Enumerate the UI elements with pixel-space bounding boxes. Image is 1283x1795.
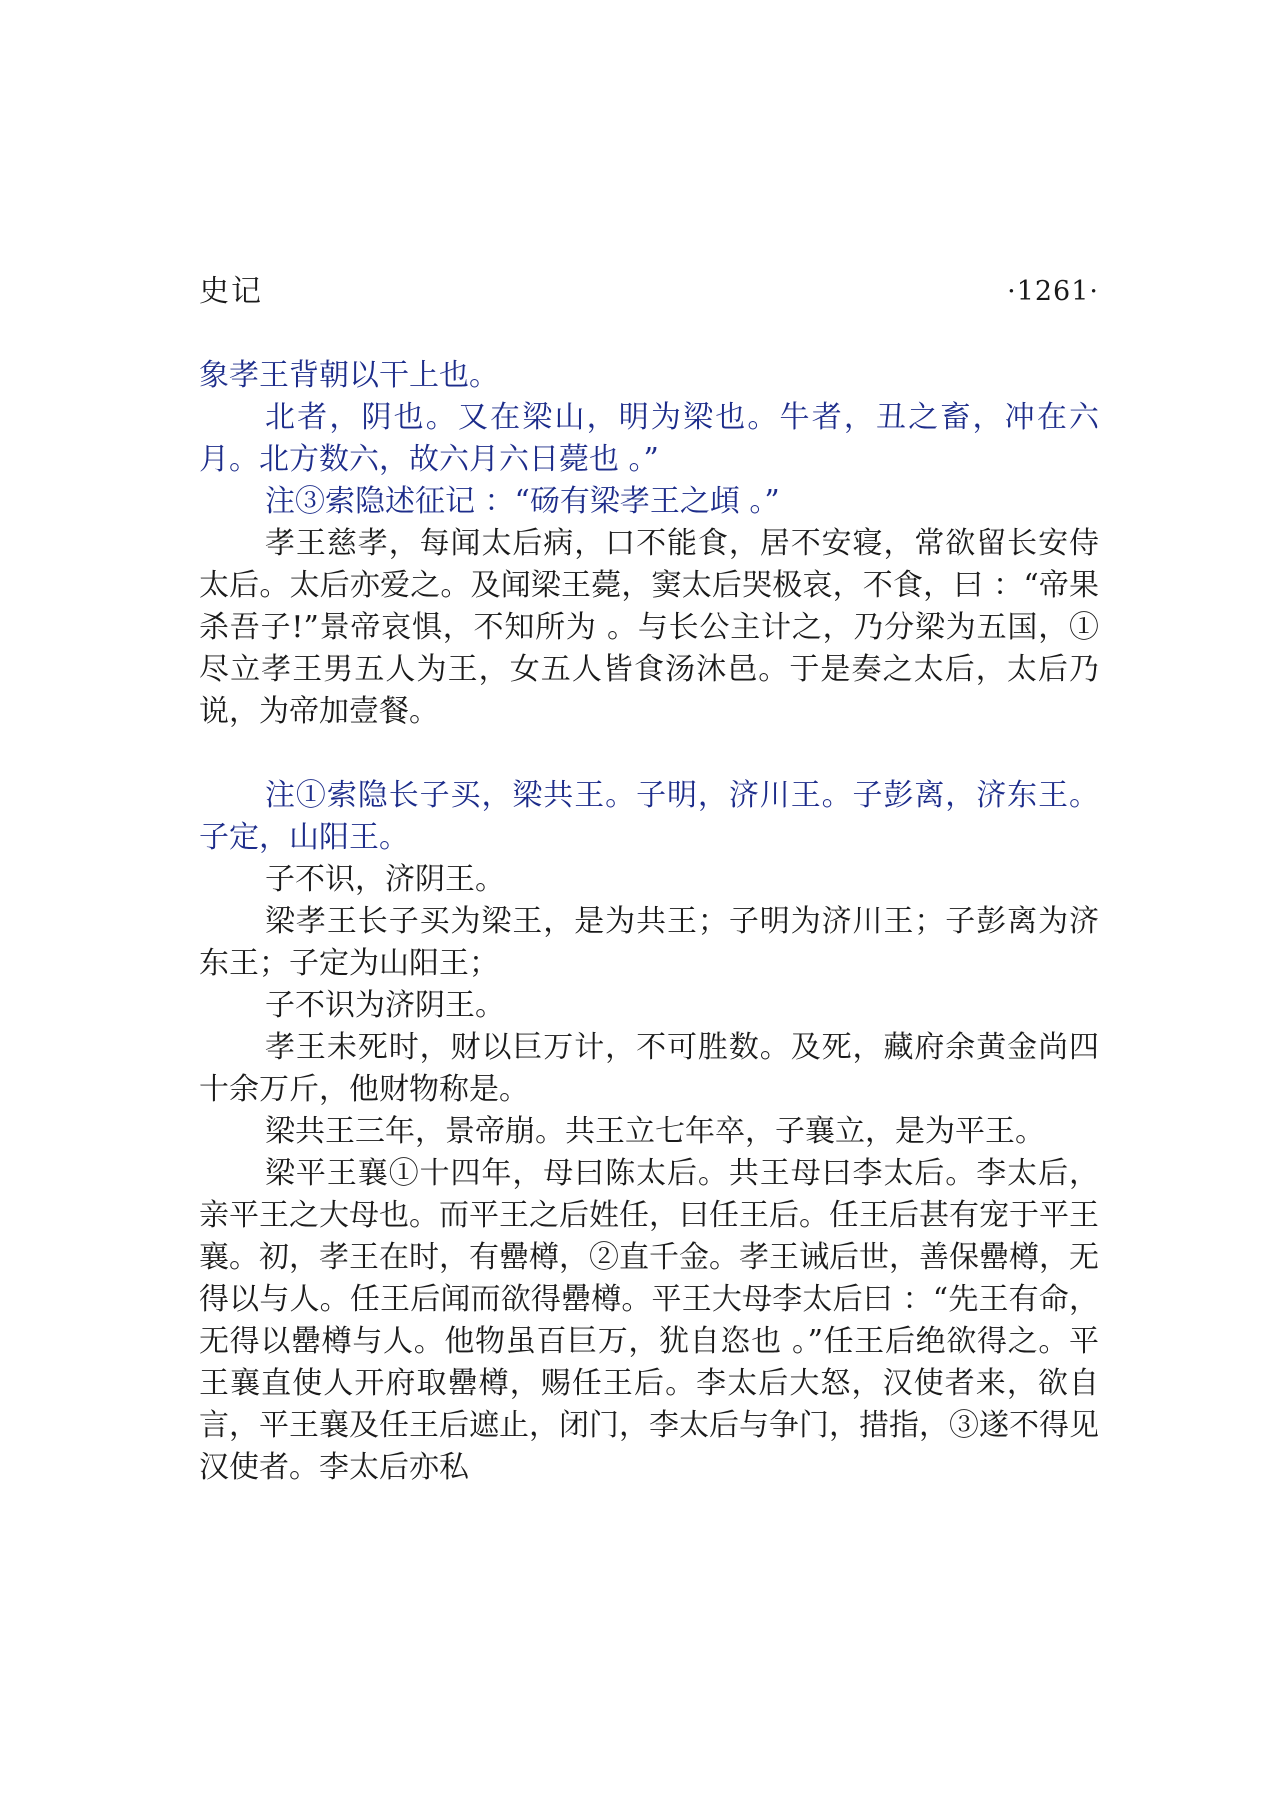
body-paragraph: 梁平王襄①十四年，母曰陈太后。共王母曰李太后。李太后，亲平王之大母也。而平王之后姓任，曰任王后。任王后甚有宠于平王襄。初，孝王在时，有罍樽，②直千金。孝王诫后世，善保罍樽，无得以与人。任王后闻而欲得罍樽。平王大母李太后曰 ：“先王有命，无得以罍樽与人。他物虽百巨万，犹自恣也 。”任王后绝欲得之。平王襄直使人开府取罍樽，赐任王后。李太后大怒，汉使者来，欲自言，平王襄及任王后遮止，闭门，李太后与争门，措指，③遂不得见汉使者。李太后亦私 bbox=[199, 1156, 1099, 1485]
page-header bbox=[199, 272, 1099, 312]
page-number: ·1261· bbox=[1007, 276, 1099, 307]
commentary-paragraph: 北者，阴也。又在梁山，明为梁也。牛者，丑之畜，冲在六月。北方数六，故六月六日薨也 。” bbox=[199, 400, 1099, 477]
body-paragraph: 子不识为济阴王。 bbox=[265, 988, 505, 1023]
body-paragraph: 孝王未死时，财以巨万计，不可胜数。及死，藏府余黄金尚四十余万斤，他财物称是。 bbox=[199, 1030, 1099, 1107]
body-paragraph: 孝王慈孝，每闻太后病，口不能食，居不安寝，常欲留长安侍太后。太后亦爱之。及闻梁王薨，窦太后哭极哀，不食，曰 ：“帝果杀吾子!”景帝哀惧，不知所为 。与长公主计之，乃分梁为五国，①尽立孝王男五人为王，女五人皆食汤沐邑。于是奏之太后，太后乃说，为帝加壹餐。 bbox=[199, 526, 1099, 729]
book-title: 史记 bbox=[199, 274, 263, 309]
body-paragraph: 梁孝王长子买为梁王，是为共王；子明为济川王；子彭离为济东王；子定为山阳王； bbox=[199, 904, 1099, 981]
annotation-note: 注③索隐述征记 ：“砀有梁孝王之頉 。” bbox=[265, 484, 780, 519]
body-paragraph: 梁共王三年，景帝崩。共王立七年卒，子襄立，是为平王。 bbox=[265, 1114, 1045, 1149]
text-body bbox=[199, 355, 1099, 1489]
body-paragraph: 子不识，济阴王。 bbox=[265, 862, 505, 897]
annotation-note: 注①索隐长子买，梁共王。子明，济川王。子彭离，济东王。子定，山阳王。 bbox=[199, 778, 1099, 855]
commentary-paragraph: 象孝王背朝以干上也。 bbox=[199, 358, 499, 393]
